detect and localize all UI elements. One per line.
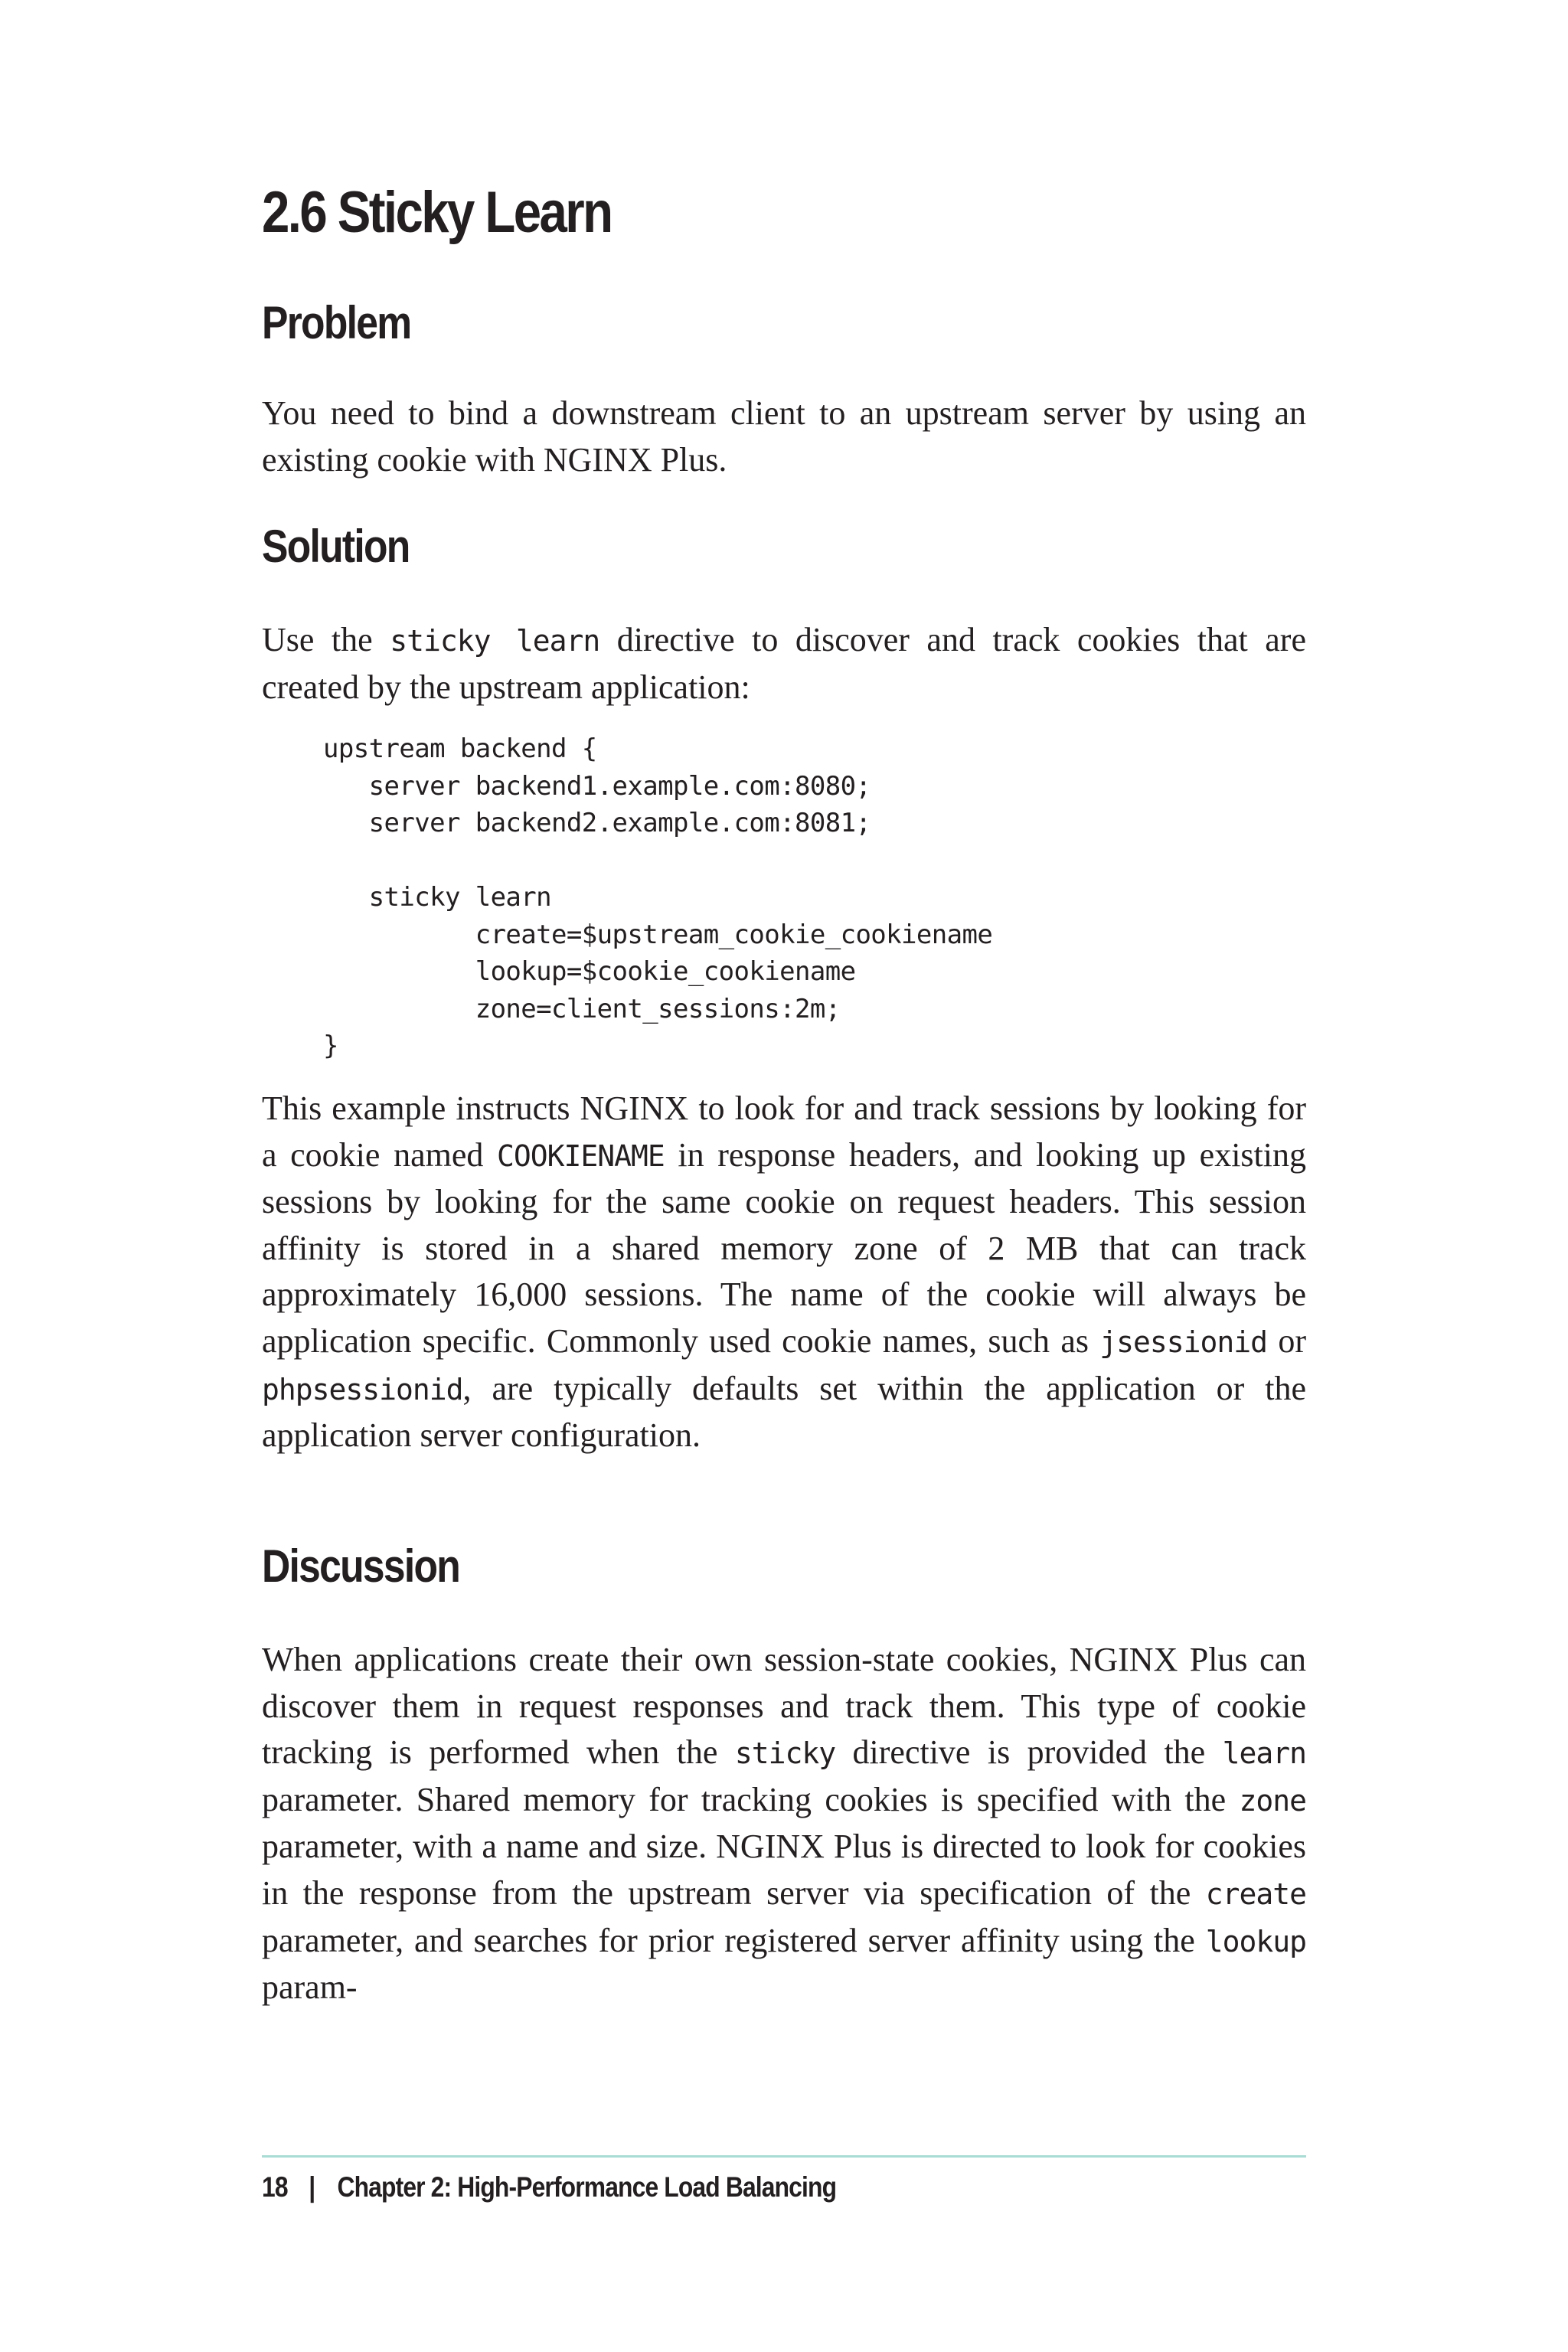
discussion-heading: Discussion [262,1540,460,1592]
inline-code: create [1205,1877,1306,1911]
page-number: 18 [262,2171,288,2203]
inline-code: sticky learn [390,624,600,658]
inline-code: lookup [1205,1924,1306,1958]
text-run: This example instructs NGINX to look for and track sessions by looking for a cookie named [262,1089,1306,1174]
inline-code: phpsessionid [262,1372,463,1406]
footer-divider [262,2155,1306,2158]
solution-intro-paragraph [262,617,1306,710]
text-run: Use the [262,621,390,658]
inline-code: learn [1222,1736,1307,1771]
inline-code: sticky [734,1736,836,1771]
page-footer [262,2171,836,2203]
chapter-title: Chapter 2: High-Performance Load Balancing [337,2171,837,2203]
text-run: parameter. Shared memory for tracking cookies is specified with the [262,1780,1240,1818]
section-title: 2.6 Sticky Learn [262,180,612,245]
text-run: parameter, with a name and size. NGINX Plus is directed to look for cookies in the response from the upstream server via specification of the [262,1828,1306,1912]
text-run: directive to discover and track cookies that are created by the upstream application: [262,621,1306,706]
discussion-paragraph [262,1637,1306,2011]
footer-separator: | [309,2171,315,2203]
text-run: directive is provided the [835,1733,1223,1772]
solution-heading: Solution [262,521,410,572]
text-run: or [1267,1321,1307,1360]
text-run: When applications create their own session-state cookies, NGINX Plus can discover them in request responses and track them. This type of cookie tracking is performed when the [262,1641,1306,1772]
text-run: parameter, and searches for prior registered server affinity using the [262,1921,1206,1959]
problem-heading: Problem [262,297,411,348]
text-run: param- [262,1968,358,2007]
inline-code: jsessionid [1099,1325,1268,1359]
inline-code: COOKIENAME [496,1138,665,1173]
problem-paragraph: You need to bind a downstream client to an upstream server by using an existing cookie with NGINX Plus. [262,394,1306,479]
text-run: in response headers, and looking up existing sessions by looking for the same cookie on request headers. This session affinity is stored in a shared memory zone of 2 MB that can track approximately 16,000 sessions. The name of the cookie will always be application specific. Commonly used cookie names, such as [262,1135,1306,1360]
inline-code: zone [1239,1783,1306,1818]
solution-explanation-paragraph [262,1086,1306,1459]
text-run: , are typically defaults set within the application or the application server configuration. [262,1369,1306,1455]
code-block: upstream backend { server backend1.example.com:8080; server backend2.example.com:8081; sticky learn create=$upstream_cookie_cookiename lookup=$cookie_cookiename zone=client_sessions:2m; } [323,733,993,1061]
